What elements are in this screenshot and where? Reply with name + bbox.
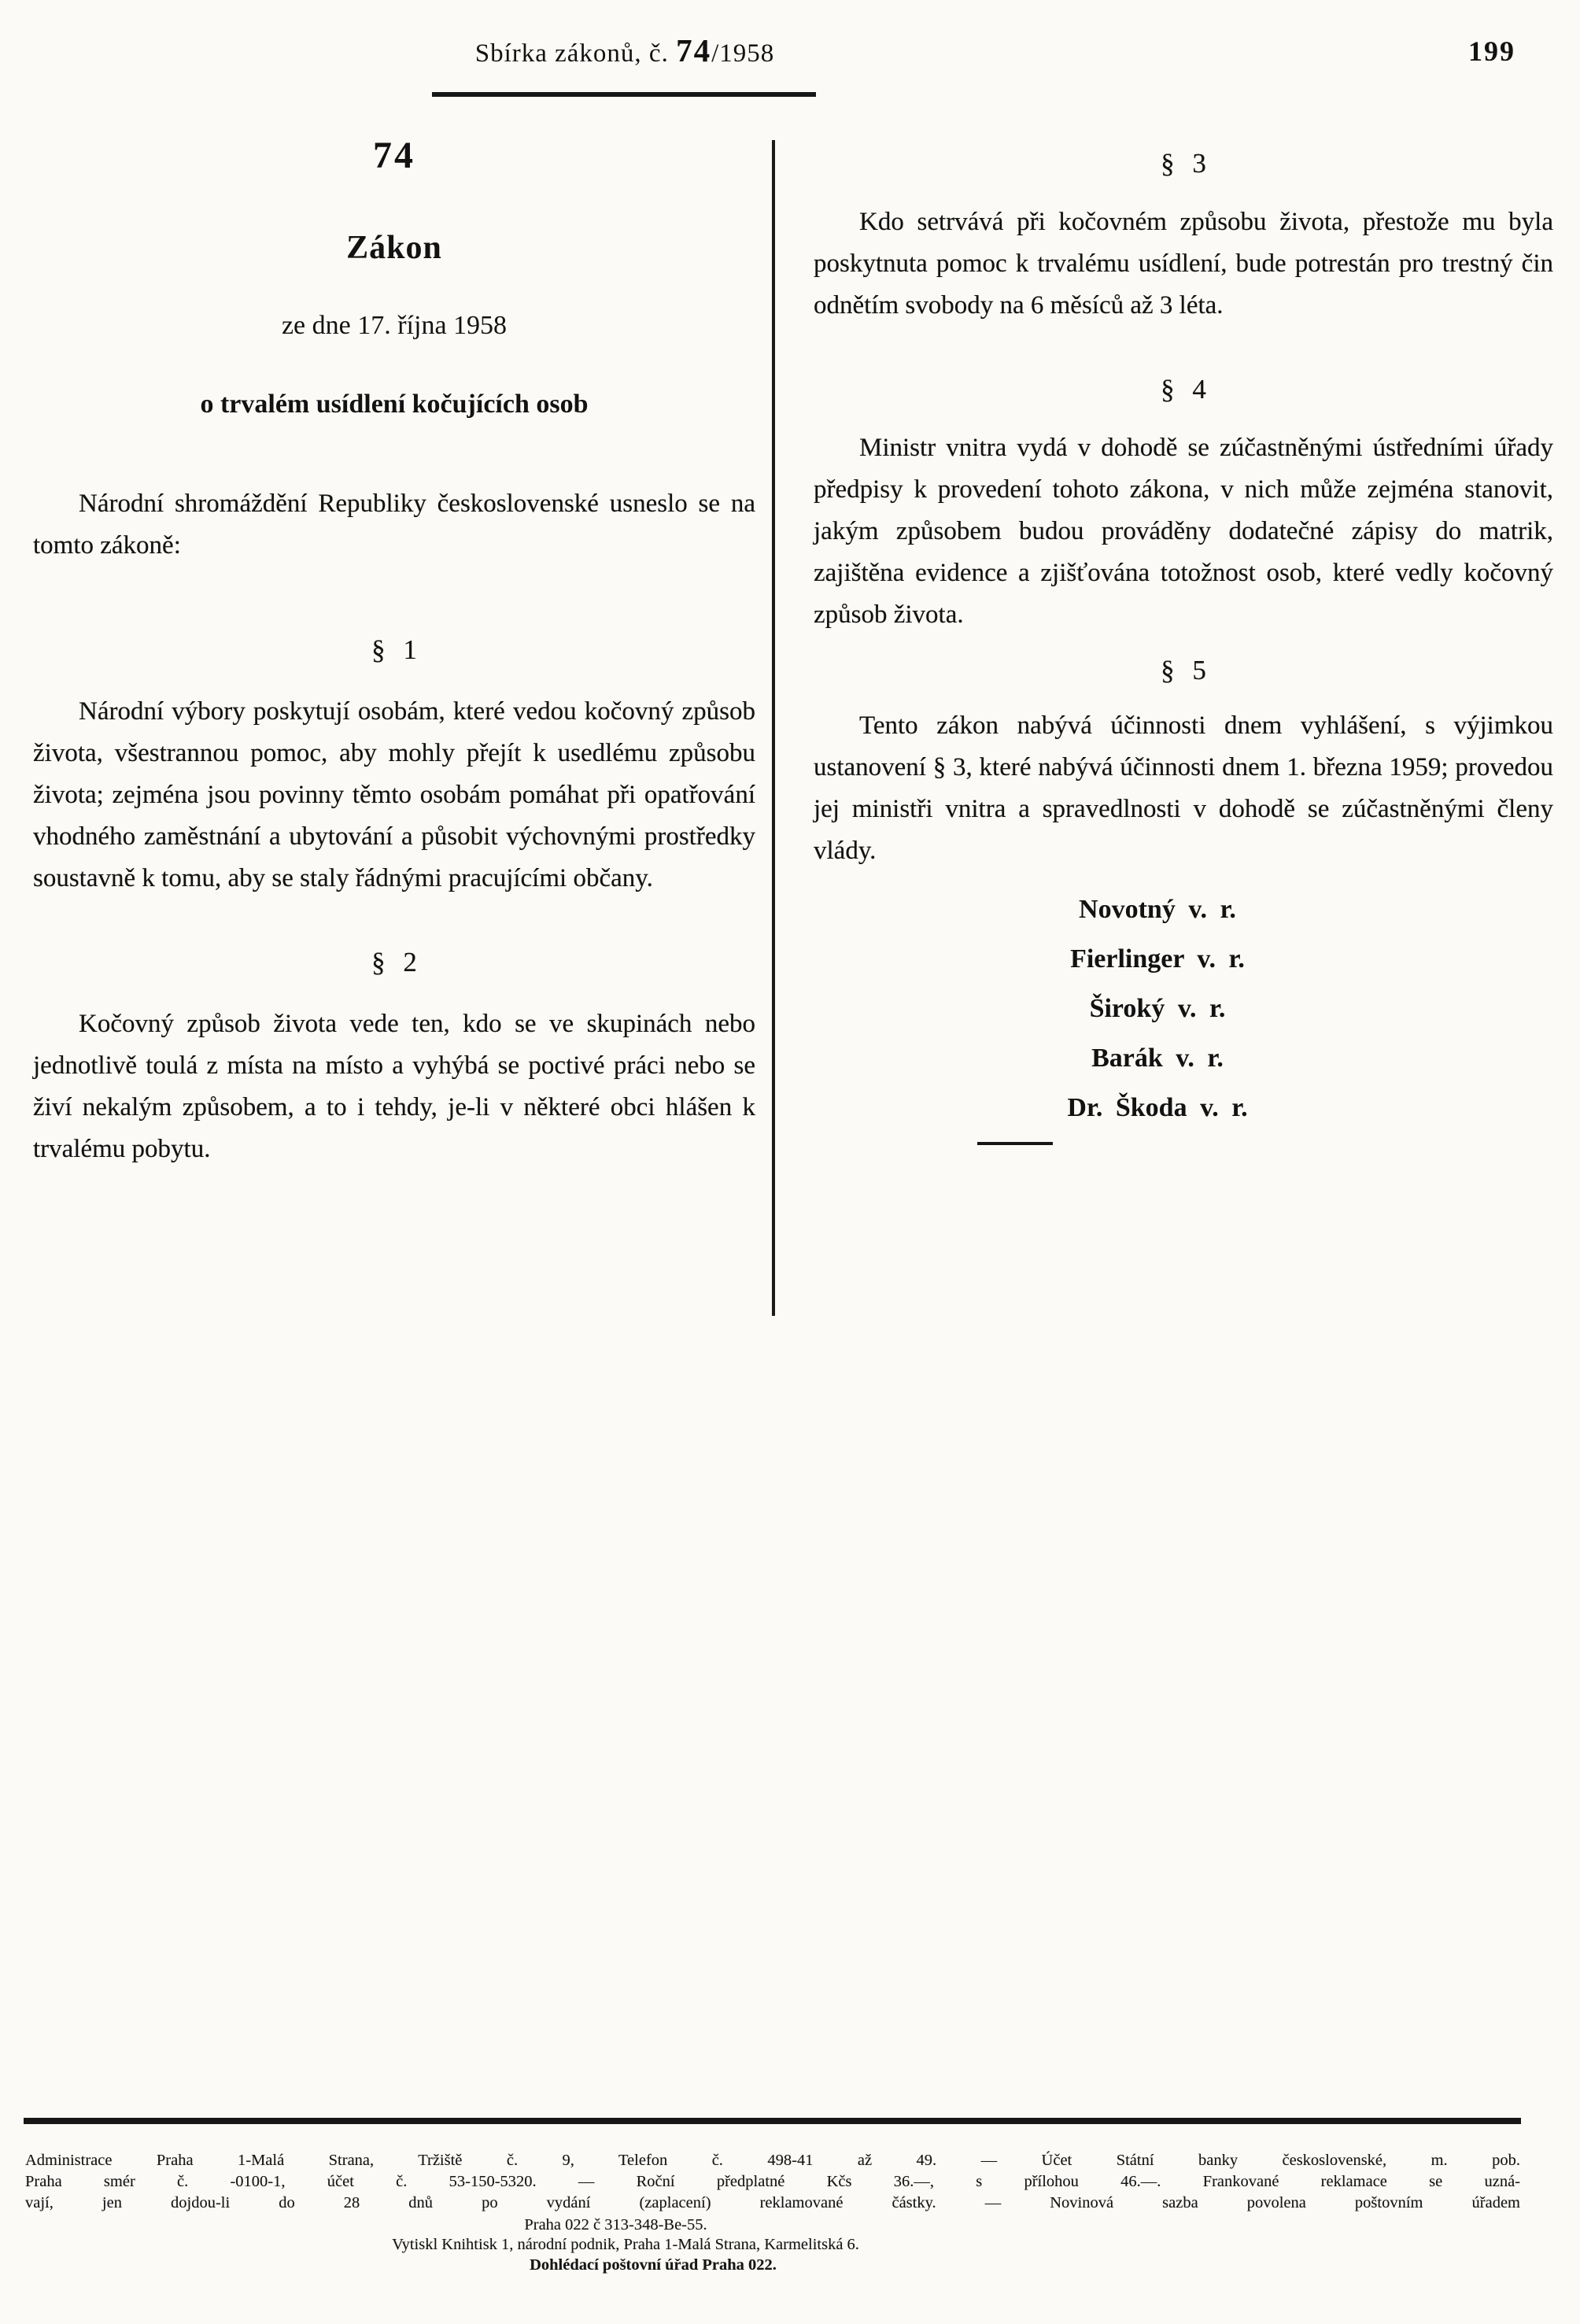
running-head-underline <box>432 92 816 97</box>
column-divider-rule <box>772 140 775 1316</box>
section-2-heading: § 2 <box>371 947 417 977</box>
section-5-paragraph: Tento zákon nabývá účinnosti dnem vyhlášení, s výjimkou ustanovení § 3, které nabývá účinnosti dnem 1. března 1959; provedou jej ministři vnitra a spravedlnosti v dohodě se zúčastněnými členy vlády. <box>814 711 1553 865</box>
preamble-paragraph: Národní shromáždění Republiky československé usneslo se na tomto zákoně: <box>33 490 755 560</box>
signature-novotny: Novotný v. r. <box>1079 895 1236 924</box>
section-5-heading: § 5 <box>1161 655 1206 685</box>
section-1-heading: § 1 <box>371 634 417 665</box>
left-column <box>33 118 755 1170</box>
signature-skoda: Dr. Škoda v. r. <box>1067 1093 1248 1122</box>
journal-title-prefix: Sbírka zákonů, č. <box>474 39 669 68</box>
signature-barak: Barák v. r. <box>1091 1044 1224 1073</box>
footer-rule <box>24 2118 1521 2124</box>
journal-issue-year: /1958 <box>711 39 775 68</box>
running-head-title <box>434 31 815 69</box>
footer-line-2: Praha smér č. -0100-1, účet č. 53-150-5320. — Roční předplatné Kčs 36.—, s přílohou 46.—. Frankované reklamace se uzná- <box>25 2173 1520 2190</box>
section-1-paragraph: Národní výbory poskytují osobám, které vedou kočovný způsob života, všestrannou pomoc, aby mohly přejít k usedlému způsobu života; zejména jsou povinny těmto osobám pomáhat při opatřování vhodného zaměstnání a ubytování a působit výchovnými prostředky soustavně k tomu, aby se staly řádnými pracujícími občany. <box>33 697 755 892</box>
signature-siroky: Široký v. r. <box>1089 994 1226 1023</box>
law-date-line: ze dne 17. října 1958 <box>281 311 508 340</box>
right-column <box>814 118 1553 1145</box>
section-4-paragraph: Ministr vnitra vydá v dohodě se zúčastněnými ústředními úřady předpisy k provedení tohoto zákona, v nich může zejména stanovit, jakým způsobem budou prováděny dodatečné zápisy do matrik, zajištěna evidence a zjišťována totožnost osob, které vedly kočovný způsob života. <box>814 434 1553 629</box>
footer-line-1: Administrace Praha 1-Malá Strana, Tržiště č. 9, Telefon č. 498-41 až 49. — Účet Státní banky československé, m. pob. <box>25 2152 1520 2169</box>
law-subject-line: o trvalém usídlení kočujících osob <box>200 390 589 419</box>
page-number: 199 <box>1468 35 1515 67</box>
footer-line-5-printer: Vytiskl Knihtisk 1, národní podnik, Praha 1-Malá Strana, Karmelitská 6. <box>392 2236 859 2253</box>
law-number: 74 <box>373 135 415 176</box>
journal-issue-number: 74 <box>676 32 712 68</box>
footer-line-6-postal-office: Dohlédací poštovní úřad Praha 022. <box>530 2256 777 2274</box>
signature-fierlinger: Fierlinger v. r. <box>1070 944 1245 974</box>
footer-line-4: Praha 022 č 313-348-Be-55. <box>524 2216 707 2233</box>
section-2-paragraph: Kočovný způsob života vede ten, kdo se ve skupinách nebo jednotlivě toulá z místa na místo a vyhýbá se poctivé práci nebo se živí nekalým způsobem, a to i tehdy, je-li v některé obci hlášen k trvalému pobytu. <box>33 1010 755 1163</box>
signature-end-rule <box>977 1142 1053 1145</box>
signatures-list <box>814 885 1553 1132</box>
section-3-paragraph: Kdo setrvává při kočovném způsobu života, přestože mu byla poskytnuta pomoc k trvalému usídlení, bude potrestán pro trestný čin odnětím svobody na 6 měsíců až 3 léta. <box>814 208 1553 320</box>
footer-line-3: vají, jen dojdou-li do 28 dnů po vydání (zaplacení) reklamované částky. — Novinová sazba povolena poštovním úřadem <box>25 2194 1520 2211</box>
section-4-heading: § 4 <box>1161 374 1206 405</box>
law-title: Zákon <box>346 230 442 266</box>
section-3-heading: § 3 <box>1161 148 1206 179</box>
